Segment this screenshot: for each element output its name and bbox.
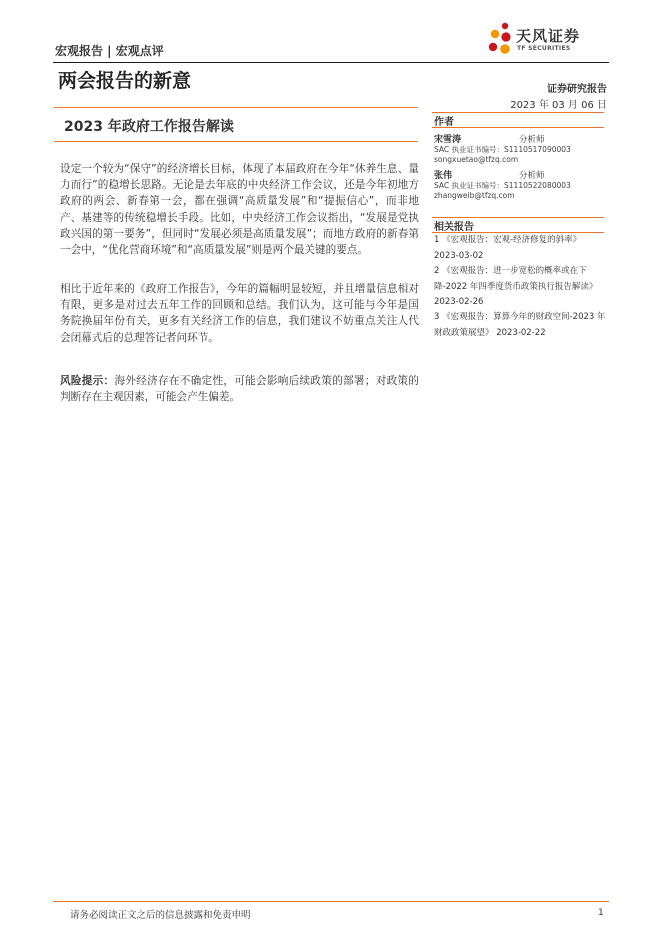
body-paragraph-2: 相比于近年来的《政府工作报告》，今年的篇幅明显较短，并且增量信息相对有限，更多是对过去五年工作的回顾和总结。我们认为，这可能与今年是国务院换届年份有关，更多有关经济工作的信息，我们建议不妨重点关注人代会闭幕式后的总理答记者问环节。 [60, 283, 419, 344]
title-divider-bottom [54, 141, 418, 142]
risk-warning [60, 373, 419, 405]
report-type-label: 证券研究报告 [547, 84, 607, 95]
report-date: 2023 年 03 月 06 日 [510, 100, 607, 111]
author-role: 分析师 [519, 171, 545, 181]
risk-warning-text: 海外经济存在不确定性，可能会影响后续政策的部署；对政策的判断存在主观因素，可能会产生偏差。 [60, 375, 420, 404]
author-name: 宋雪涛 [434, 135, 462, 145]
page-number: 1 [598, 908, 604, 918]
logo-chinese-name: 天风证券 [516, 27, 581, 45]
report-category: 宏观报告 | 宏观点评 [55, 44, 164, 58]
logo-english-name: TF SECURITIES [517, 45, 571, 52]
related-report-link-2[interactable]: 2 《宏观报告：进一步宽松的概率或在下降-2022 年四季度货币政策执行报告解读》 2023-02-26 [434, 266, 598, 308]
risk-warning-label: 风险提示： [60, 375, 115, 387]
footer-disclaimer: 请务必阅读正文之后的信息披露和免责申明 [70, 910, 251, 921]
authors-divider [432, 112, 604, 113]
title-divider-top [54, 107, 418, 108]
related-report-link-3[interactable]: 3 《宏观报告：算算今年的财政空间-2023 年财政政策展望》 2023-02-22 [434, 312, 606, 338]
author-sac-number: SAC 执业证书编号：S1110517090003 [434, 145, 571, 154]
related-heading: 相关报告 [434, 222, 474, 233]
authors-heading-underline [432, 127, 604, 128]
footer-divider [53, 901, 609, 902]
page-title: 两会报告的新意 [58, 70, 192, 92]
related-report-link-1[interactable]: 1 《宏观报告：宏观-经济修复的斜率》 2023-03-02 [434, 235, 582, 261]
author-email-link[interactable]: zhangweib@tfzq.com [434, 191, 515, 200]
authors-heading: 作者 [434, 117, 454, 128]
author-sac-number: SAC 执业证书编号：S1110522080003 [434, 181, 571, 190]
author-email-link[interactable]: songxuetao@tfzq.com [434, 155, 519, 164]
header-divider [53, 62, 609, 63]
author-role: 分析师 [519, 135, 545, 145]
author-name: 张伟 [434, 171, 453, 181]
report-subtitle: 2023 年政府工作报告解读 [64, 119, 234, 135]
body-paragraph-1: 设定一个较为“保守”的经济增长目标，体现了本届政府在今年“休养生息、量力而行”的稳增长思路。无论是去年底的中央经济工作会议，还是今年初地方政府的两会、新春第一会，都在强调“高质量发展”和“提振信心”，而非地产、基建等的传统稳增长手段。比如，中央经济工作会议指出，“发展是党执政兴国的第一要务”，但同时“发展必须是高质量发展”；而地方政府的新春第一会中，“优化营商环境”和“高质量发展”则是两个最关键的要点。 [60, 163, 419, 257]
logo-mark-icon [486, 20, 518, 60]
